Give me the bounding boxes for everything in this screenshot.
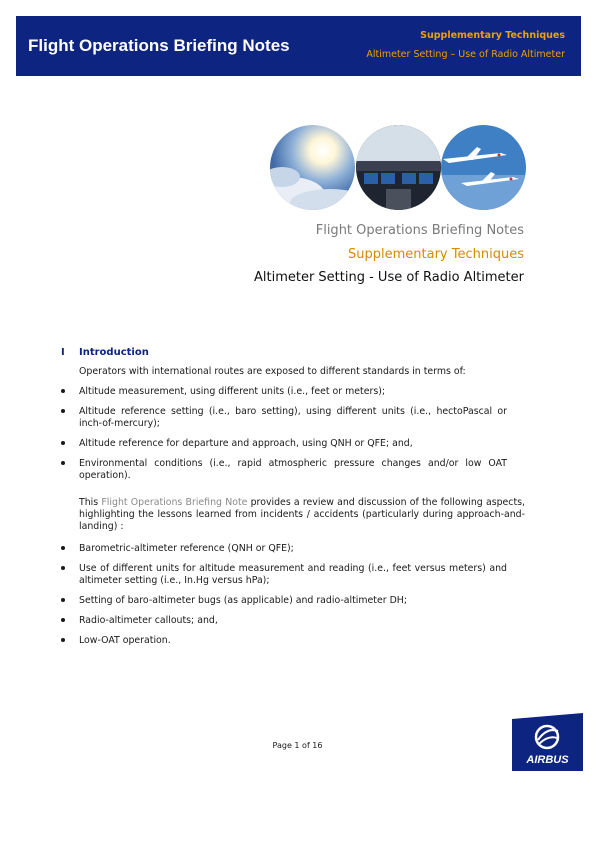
review-paragraph: This Flight Operations Briefing Note provides a review and discussion of the following aspects, highlighting the lessons learned from incidents / accidents (particularly during approach-and-landing) : bbox=[79, 497, 525, 532]
list-item: Setting of baro-altimeter bugs (as applicable) and radio-altimeter DH; bbox=[61, 595, 507, 607]
page-number: Page 1 of 16 bbox=[272, 741, 323, 750]
document-title-block bbox=[254, 222, 524, 286]
bullet-icon bbox=[61, 461, 65, 465]
bullet-icon bbox=[61, 566, 65, 570]
photo-strip bbox=[270, 125, 526, 211]
title-line-2: Supplementary Techniques bbox=[348, 247, 524, 262]
clouds-sun-photo bbox=[270, 125, 355, 210]
bullet-icon bbox=[61, 638, 65, 642]
bullet-icon bbox=[61, 546, 65, 550]
bullet-icon bbox=[61, 389, 65, 393]
aircraft-formation-photo bbox=[441, 125, 526, 210]
bullet-icon bbox=[61, 598, 65, 602]
header-supplementary: Supplementary Techniques bbox=[420, 30, 565, 41]
list-item: Barometric-altimeter reference (QNH or QFE); bbox=[61, 543, 507, 555]
header-banner bbox=[16, 16, 581, 76]
list-item: Environmental conditions (i.e., rapid atmospheric pressure changes and/or low OAT operation). bbox=[61, 458, 507, 482]
title-line-3: Altimeter Setting - Use of Radio Altimeter bbox=[253, 270, 524, 285]
section-number: I bbox=[61, 347, 65, 358]
section-title: Introduction bbox=[79, 347, 149, 358]
list-item: Use of different units for altitude measurement and reading (i.e., feet versus meters) and altimeter setting (i.e., In.Hg versus hPa); bbox=[61, 563, 507, 587]
list-item: Low-OAT operation. bbox=[61, 635, 507, 647]
airbus-logo bbox=[512, 713, 583, 771]
list-item: Altitude measurement, using different units (i.e., feet or meters); bbox=[61, 386, 507, 398]
list-item: Altitude reference setting (i.e., baro setting), using different units (i.e., hectoPascal or inch-of-mercury); bbox=[61, 406, 507, 430]
bullet-list-2 bbox=[79, 543, 525, 647]
list-item: Radio-altimeter callouts; and, bbox=[61, 615, 507, 627]
section-body bbox=[79, 366, 525, 647]
bullet-icon bbox=[61, 441, 65, 445]
intro-paragraph: Operators with international routes are exposed to different standards in terms of: bbox=[79, 366, 466, 377]
header-title: Flight Operations Briefing Notes bbox=[28, 36, 290, 55]
cockpit-photo bbox=[356, 125, 441, 210]
bullet-list-1 bbox=[79, 386, 525, 482]
list-item: Altitude reference for departure and approach, using QNH or QFE; and, bbox=[61, 438, 507, 450]
briefing-note-link[interactable]: Flight Operations Briefing Note bbox=[101, 497, 248, 508]
title-line-1: Flight Operations Briefing Notes bbox=[315, 223, 524, 238]
header-subtitle: Altimeter Setting – Use of Radio Altimeter bbox=[366, 49, 565, 60]
logo-text: AIRBUS bbox=[526, 754, 569, 766]
bullet-icon bbox=[61, 618, 65, 622]
bullet-icon bbox=[61, 409, 65, 413]
